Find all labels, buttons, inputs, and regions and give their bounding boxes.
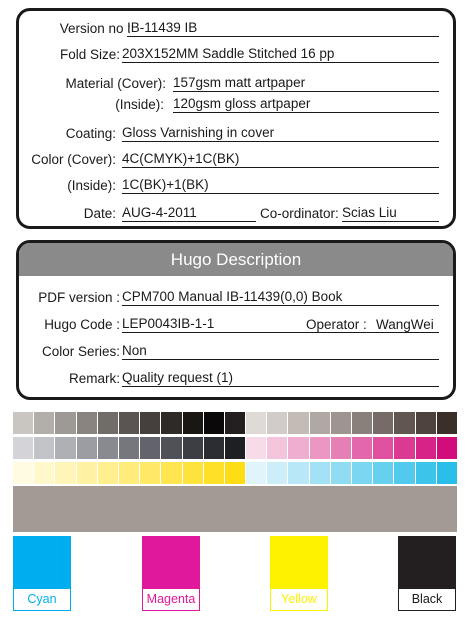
color-swatch bbox=[437, 412, 457, 434]
hugo-title: Hugo Description bbox=[19, 243, 453, 276]
color-cover-value: 4C(CMYK)+1C(BK) bbox=[122, 150, 439, 168]
color-swatch bbox=[34, 412, 55, 434]
coating-row bbox=[19, 124, 453, 144]
patch-black-fill bbox=[398, 536, 456, 588]
color-cover-label: Color (Cover): bbox=[31, 152, 116, 167]
color-swatch bbox=[119, 462, 140, 484]
pdf-version-label: PDF version : bbox=[38, 290, 120, 305]
color-swatch bbox=[183, 412, 204, 434]
date-row bbox=[19, 204, 453, 224]
color-swatch bbox=[331, 437, 352, 459]
color-swatch bbox=[416, 437, 437, 459]
color-swatch bbox=[310, 462, 331, 484]
color-swatch bbox=[119, 412, 140, 434]
color-swatch bbox=[13, 462, 34, 484]
color-bar-row-1 bbox=[13, 412, 457, 434]
hugo-code-label: Hugo Code : bbox=[44, 317, 120, 332]
color-swatch bbox=[140, 462, 161, 484]
color-inside-value: 1C(BK)+1(BK) bbox=[122, 176, 439, 194]
patch-yellow-label: Yellow bbox=[270, 588, 328, 611]
material-cover-label: Material (Cover): bbox=[65, 76, 166, 91]
color-swatch bbox=[416, 412, 437, 434]
color-swatch bbox=[77, 462, 98, 484]
patch-magenta-fill bbox=[142, 536, 200, 588]
color-swatch bbox=[352, 412, 373, 434]
color-swatch bbox=[13, 437, 34, 459]
remark-value: Quality request (1) bbox=[122, 369, 439, 387]
color-bar-row-2 bbox=[13, 437, 457, 459]
pdf-version-row bbox=[19, 288, 453, 308]
hugo-panel bbox=[16, 240, 456, 400]
color-swatch bbox=[288, 412, 309, 434]
color-series-label: Color Series: bbox=[41, 344, 120, 359]
remark-row bbox=[19, 369, 453, 389]
patch-magenta-label: Magenta bbox=[142, 588, 200, 611]
color-swatch bbox=[373, 437, 394, 459]
color-swatch bbox=[34, 437, 55, 459]
color-swatch bbox=[352, 437, 373, 459]
coating-value: Gloss Varnishing in cover bbox=[122, 124, 439, 142]
color-swatch bbox=[204, 412, 225, 434]
color-swatch bbox=[352, 462, 373, 484]
patch-black bbox=[398, 536, 456, 611]
color-swatch bbox=[331, 462, 352, 484]
color-swatch bbox=[161, 437, 182, 459]
fold-size-row bbox=[19, 45, 453, 65]
hugo-code-row bbox=[19, 315, 453, 335]
color-swatch bbox=[225, 437, 246, 459]
color-swatch bbox=[246, 412, 267, 434]
spec-panel bbox=[16, 8, 456, 229]
color-swatch bbox=[225, 462, 246, 484]
material-inside-value: 120gsm gloss artpaper bbox=[173, 95, 439, 113]
fold-size-value: 203X152MM Saddle Stitched 16 pp bbox=[122, 45, 439, 63]
color-swatch bbox=[394, 412, 415, 434]
pdf-version-value: CPM700 Manual IB-11439(0,0) Book bbox=[122, 288, 439, 306]
color-swatch bbox=[267, 462, 288, 484]
color-swatch bbox=[373, 462, 394, 484]
hugo-code-value: LEP0043IB-1-1 bbox=[122, 315, 439, 333]
color-swatch bbox=[288, 462, 309, 484]
material-inside-row bbox=[19, 95, 453, 115]
color-swatch bbox=[437, 437, 457, 459]
patch-yellow bbox=[270, 536, 328, 611]
fold-size-label: Fold Size: bbox=[59, 47, 120, 62]
material-cover-value: 157gsm matt artpaper bbox=[173, 74, 439, 92]
color-swatch bbox=[140, 412, 161, 434]
color-swatch bbox=[183, 462, 204, 484]
color-bar-row-3 bbox=[13, 462, 457, 484]
color-swatch bbox=[13, 412, 34, 434]
coating-label: Coating: bbox=[65, 126, 116, 141]
color-swatch bbox=[98, 437, 119, 459]
color-swatch bbox=[98, 462, 119, 484]
date-label: Date: bbox=[83, 206, 116, 221]
color-swatch bbox=[204, 462, 225, 484]
color-swatch bbox=[55, 462, 76, 484]
color-swatch bbox=[437, 462, 457, 484]
coordinator-value: Scias Liu bbox=[342, 204, 439, 222]
grey-band bbox=[13, 486, 457, 532]
version-value: IB-11439 IB bbox=[127, 19, 439, 37]
color-cover-row bbox=[19, 150, 453, 170]
color-swatch bbox=[55, 437, 76, 459]
patch-cyan bbox=[13, 536, 71, 611]
color-swatch bbox=[225, 412, 246, 434]
patch-black-label: Black bbox=[398, 588, 456, 611]
color-swatch bbox=[55, 412, 76, 434]
remark-label: Remark: bbox=[68, 371, 120, 386]
color-swatch bbox=[161, 462, 182, 484]
color-swatch bbox=[183, 437, 204, 459]
color-swatch bbox=[140, 437, 161, 459]
color-swatch bbox=[416, 462, 437, 484]
color-series-row bbox=[19, 342, 453, 362]
patch-cyan-fill bbox=[13, 536, 71, 588]
patch-cyan-label: Cyan bbox=[13, 588, 71, 611]
material-cover-row bbox=[19, 74, 453, 94]
color-series-value: Non bbox=[122, 342, 439, 360]
operator-value: WangWei bbox=[376, 317, 434, 332]
color-swatch bbox=[288, 437, 309, 459]
color-swatch bbox=[373, 412, 394, 434]
color-swatch bbox=[246, 437, 267, 459]
color-swatch bbox=[204, 437, 225, 459]
patch-magenta bbox=[142, 536, 200, 611]
color-swatch bbox=[267, 437, 288, 459]
patch-yellow-fill bbox=[270, 536, 328, 588]
color-inside-row bbox=[19, 176, 453, 196]
color-swatch bbox=[77, 412, 98, 434]
color-inside-label: (Inside): bbox=[67, 178, 116, 193]
date-value: AUG-4-2011 bbox=[122, 204, 256, 222]
version-row bbox=[19, 19, 453, 39]
color-swatch bbox=[267, 412, 288, 434]
coordinator-label: Co-ordinator: bbox=[260, 206, 339, 221]
color-swatch bbox=[77, 437, 98, 459]
color-swatch bbox=[161, 412, 182, 434]
color-swatch bbox=[310, 437, 331, 459]
color-swatch bbox=[310, 412, 331, 434]
color-swatch bbox=[331, 412, 352, 434]
material-inside-label: (Inside): bbox=[115, 97, 164, 112]
version-label: Version no : bbox=[59, 21, 131, 36]
color-swatch bbox=[119, 437, 140, 459]
color-swatch bbox=[34, 462, 55, 484]
color-swatch bbox=[98, 412, 119, 434]
operator-label: Operator : bbox=[306, 317, 367, 332]
color-swatch bbox=[394, 437, 415, 459]
color-swatch bbox=[394, 462, 415, 484]
color-swatch bbox=[246, 462, 267, 484]
